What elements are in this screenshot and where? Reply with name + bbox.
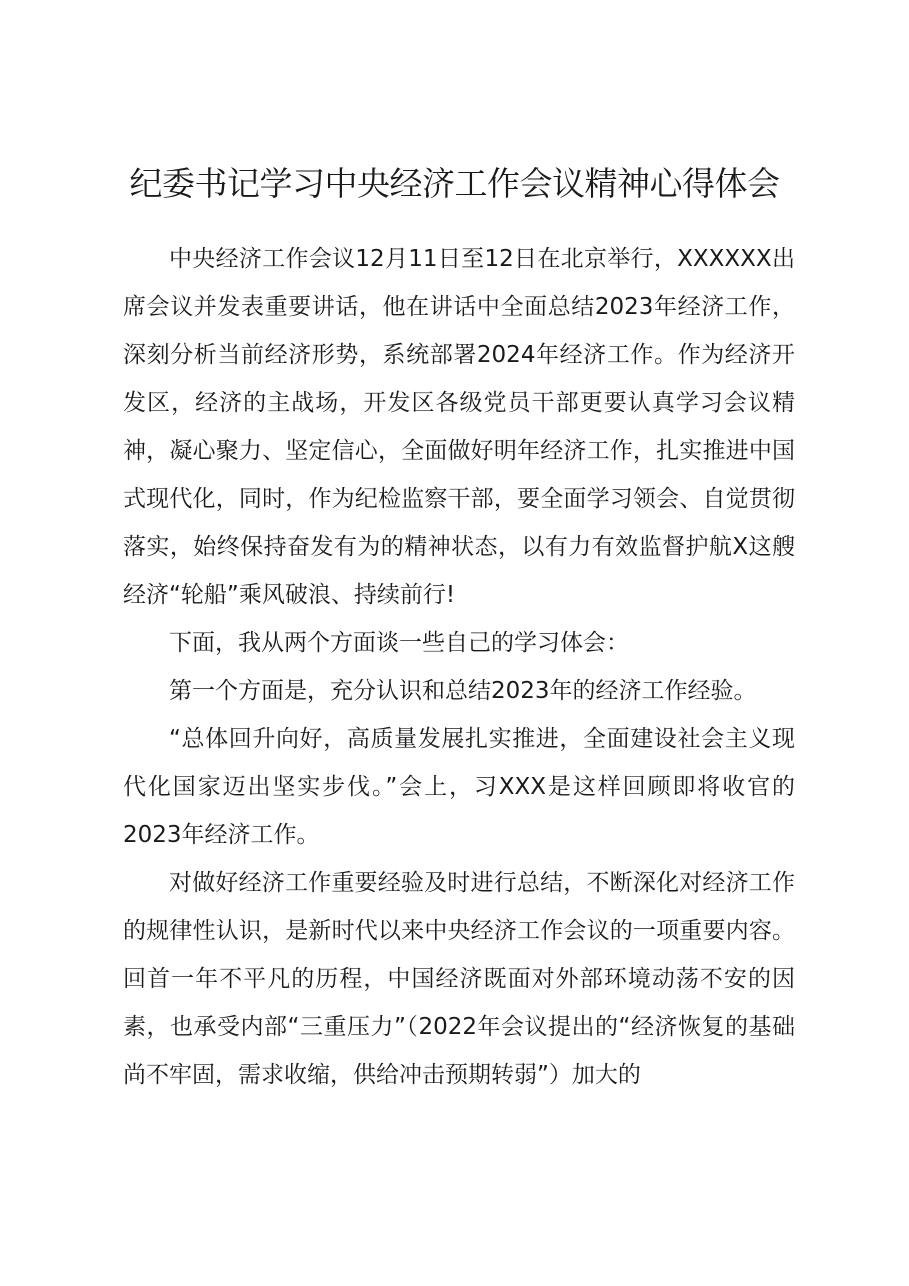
paragraph-review: 对做好经济工作重要经验及时进行总结，不断深化对经济工作的规律性认识，是新时代以来中央经济工作会议的一项重要内容。回首一年不平凡的历程，中国经济既面对外部环境动荡不安的因素，也承受内部“三重压力”（2022年会议提出的“经济恢复的基础尚不牢固，需求收缩，供给冲击预期转弱”）加大的: [123, 870, 795, 1088]
document-title: 纪委书记学习中央经济工作会议精神心得体会: [129, 164, 780, 203]
paragraph-intro: 中央经济工作会议12月11日至12日在北京举行，XXXXXX出席会议并发表重要讲话，他在讲话中全面总结2023年经济工作，深刻分析当前经济形势，系统部署2024年经济工作。作为经济开发区，经济的主战场，开发区各级党员干部更要认真学习会议精神，凝心聚力、坚定信心，全面做好明年经济工作，扎实推进中国式现代化，同时，作为纪检监察干部，要全面学习领会、自觉贯彻落实，始终保持奋发有为的精神状态，以有力有效监督护航X这艘经济“轮船”乘风破浪、持续前行!: [123, 246, 795, 608]
paragraph-outline: 下面，我从两个方面谈一些自己的学习体会：: [169, 630, 629, 656]
document-body: [123, 235, 795, 1099]
paragraph-section-one: 第一个方面是，充分认识和总结2023年的经济工作经验。: [169, 678, 757, 704]
paragraph-quote: “总体回升向好，高质量发展扎实推进，全面建设社会主义现代化国家迈出坚实步伐。”会上，习XXX是这样回顾即将收官的2023年经济工作。: [123, 726, 795, 848]
